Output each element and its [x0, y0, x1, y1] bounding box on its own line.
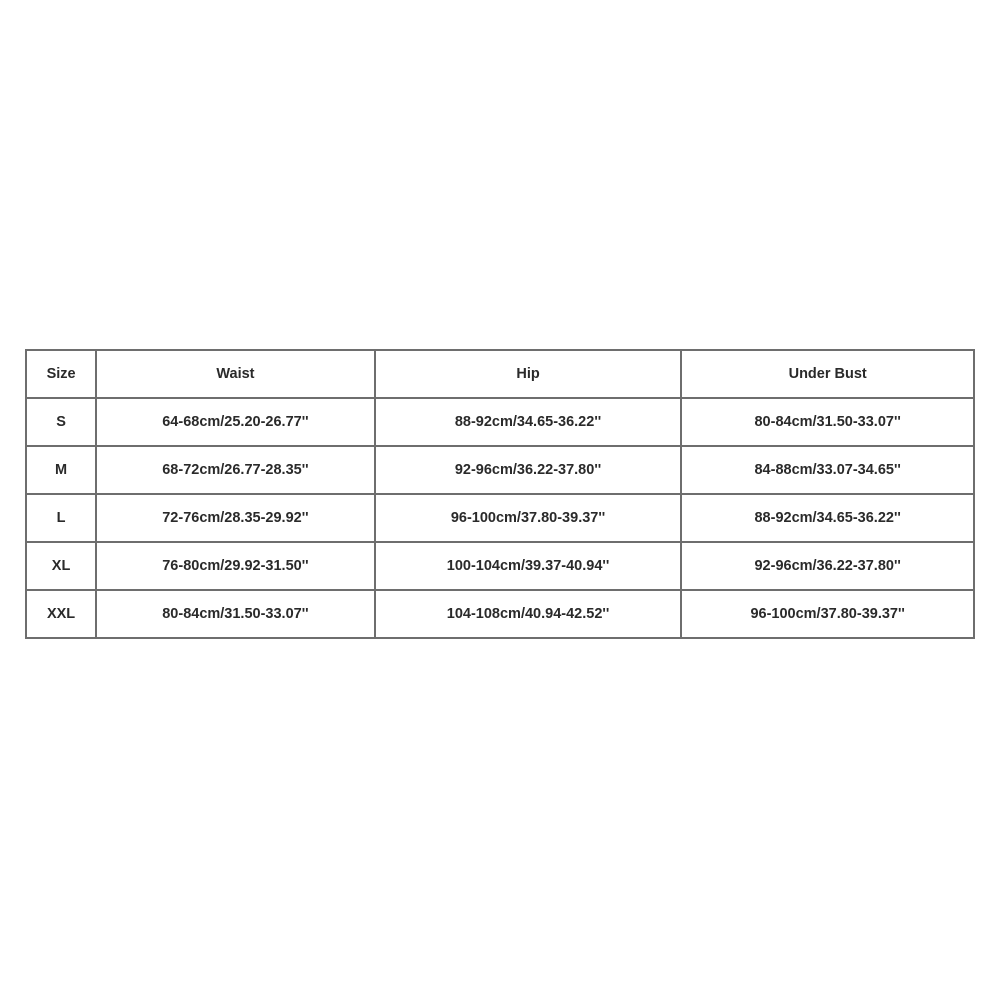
hip-cell: 88-92cm/34.65-36.22'': [375, 398, 682, 446]
waist-cell: 68-72cm/26.77-28.35'': [96, 446, 375, 494]
hip-cell: 100-104cm/39.37-40.94'': [375, 542, 682, 590]
under-bust-cell: 80-84cm/31.50-33.07'': [681, 398, 974, 446]
header-row: [26, 350, 974, 398]
table-row: [26, 494, 974, 542]
under-bust-cell: 84-88cm/33.07-34.65'': [681, 446, 974, 494]
table-row: [26, 446, 974, 494]
size-cell: S: [26, 398, 96, 446]
size-cell: M: [26, 446, 96, 494]
size-cell: XL: [26, 542, 96, 590]
hip-cell: 92-96cm/36.22-37.80'': [375, 446, 682, 494]
table-row: [26, 398, 974, 446]
hip-cell: 96-100cm/37.80-39.37'': [375, 494, 682, 542]
under-bust-cell: 92-96cm/36.22-37.80'': [681, 542, 974, 590]
header-size: Size: [26, 350, 96, 398]
waist-cell: 80-84cm/31.50-33.07'': [96, 590, 375, 638]
size-cell: L: [26, 494, 96, 542]
hip-cell: 104-108cm/40.94-42.52'': [375, 590, 682, 638]
waist-cell: 76-80cm/29.92-31.50'': [96, 542, 375, 590]
under-bust-cell: 96-100cm/37.80-39.37'': [681, 590, 974, 638]
size-chart-body: [26, 398, 974, 638]
under-bust-cell: 88-92cm/34.65-36.22'': [681, 494, 974, 542]
size-chart-table: [25, 349, 975, 639]
table-row: [26, 542, 974, 590]
header-waist: Waist: [96, 350, 375, 398]
waist-cell: 72-76cm/28.35-29.92'': [96, 494, 375, 542]
header-under-bust: Under Bust: [681, 350, 974, 398]
header-hip: Hip: [375, 350, 682, 398]
size-cell: XXL: [26, 590, 96, 638]
waist-cell: 64-68cm/25.20-26.77'': [96, 398, 375, 446]
size-chart-header: [26, 350, 974, 398]
table-row: [26, 590, 974, 638]
